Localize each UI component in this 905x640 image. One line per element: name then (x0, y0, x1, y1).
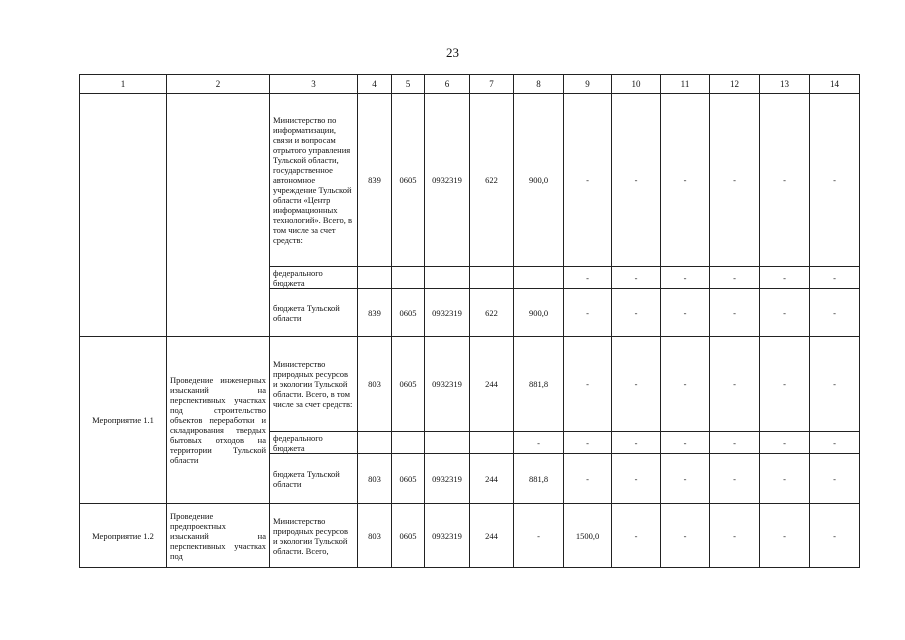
value-cell: - (760, 504, 810, 568)
funding-source-cell: бюджета Тульской области (270, 289, 358, 337)
value-cell: - (612, 94, 661, 267)
value-cell: - (564, 454, 612, 504)
target-code-cell: 0932319 (425, 454, 470, 504)
value-cell: - (661, 289, 710, 337)
header-cell: 4 (358, 75, 392, 94)
value-cell: - (612, 267, 661, 289)
value-cell: 881,8 (514, 337, 564, 432)
funding-source-cell: федерального бюджета (270, 267, 358, 289)
funding-source-cell: бюджета Тульской области (270, 454, 358, 504)
grbs-code-cell: 803 (358, 337, 392, 432)
value-cell: - (661, 267, 710, 289)
expense-type-cell: 244 (470, 454, 514, 504)
value-cell: - (760, 432, 810, 454)
value-cell: - (710, 432, 760, 454)
value-cell: - (710, 289, 760, 337)
value-cell: - (810, 267, 860, 289)
grbs-code-cell: 839 (358, 94, 392, 267)
value-cell: - (760, 289, 810, 337)
value-cell: - (564, 289, 612, 337)
target-code-cell (425, 432, 470, 454)
target-code-cell (425, 267, 470, 289)
value-cell: - (710, 337, 760, 432)
grbs-code-cell (358, 432, 392, 454)
value-cell: - (810, 454, 860, 504)
header-cell: 11 (661, 75, 710, 94)
value-cell: - (661, 94, 710, 267)
header-cell: 6 (425, 75, 470, 94)
value-cell: - (564, 267, 612, 289)
value-cell: - (810, 94, 860, 267)
expense-type-cell: 244 (470, 337, 514, 432)
grbs-code-cell: 803 (358, 454, 392, 504)
target-code-cell: 0932319 (425, 289, 470, 337)
grbs-code-cell: 803 (358, 504, 392, 568)
expense-type-cell: 622 (470, 94, 514, 267)
section-code-cell: 0605 (392, 504, 425, 568)
target-code-cell: 0932319 (425, 337, 470, 432)
target-code-cell: 0932319 (425, 94, 470, 267)
value-cell: 881,8 (514, 454, 564, 504)
header-cell: 5 (392, 75, 425, 94)
value-cell: - (612, 454, 661, 504)
funding-source-cell: федерального бюджета (270, 432, 358, 454)
measure-cell (80, 94, 167, 337)
expense-type-cell: 244 (470, 504, 514, 568)
value-cell: - (661, 337, 710, 432)
responsible-executor-cell: Министерство природных ресурсов и экологии Тульской области. Всего, (270, 504, 358, 568)
expense-type-cell: 622 (470, 289, 514, 337)
grbs-code-cell: 839 (358, 289, 392, 337)
value-cell: - (564, 337, 612, 432)
header-cell: 7 (470, 75, 514, 94)
value-cell: - (760, 267, 810, 289)
value-cell: - (810, 504, 860, 568)
expense-type-cell (470, 432, 514, 454)
section-code-cell: 0605 (392, 94, 425, 267)
value-cell: - (810, 432, 860, 454)
value-cell: - (612, 504, 661, 568)
responsible-executor-cell: Министерство природных ресурсов и экологии Тульской области. Всего, в том числе за счет средств: (270, 337, 358, 432)
section-code-cell: 0605 (392, 337, 425, 432)
header-cell: 3 (270, 75, 358, 94)
grbs-code-cell (358, 267, 392, 289)
value-cell: - (810, 337, 860, 432)
section-code-cell: 0605 (392, 289, 425, 337)
value-cell: - (760, 94, 810, 267)
target-code-cell: 0932319 (425, 504, 470, 568)
value-cell: - (612, 432, 661, 454)
value-cell: - (564, 432, 612, 454)
measure-description-cell: Проведение инженерных изысканий на перспективных участках под строительство объектов переработки и складирования твердых бытовых отходов на территории Тульской области (167, 337, 270, 504)
header-cell: 1 (80, 75, 167, 94)
section-code-cell: 0605 (392, 454, 425, 504)
value-cell: - (514, 432, 564, 454)
value-cell: - (564, 94, 612, 267)
value-cell: - (760, 337, 810, 432)
section-code-cell (392, 267, 425, 289)
table-row (80, 504, 860, 568)
table-header-row (80, 75, 860, 94)
header-cell: 10 (612, 75, 661, 94)
value-cell: - (810, 289, 860, 337)
section-code-cell (392, 432, 425, 454)
measure-description-cell: Проведение предпроектных изысканий на перспективных участках под (167, 504, 270, 568)
header-cell: 14 (810, 75, 860, 94)
measure-cell: Мероприятие 1.1 (80, 337, 167, 504)
value-cell: - (710, 454, 760, 504)
header-cell: 9 (564, 75, 612, 94)
page-number: 23 (446, 45, 459, 60)
value-cell: - (710, 267, 760, 289)
measure-description-cell (167, 94, 270, 337)
responsible-executor-cell: Министерство по информатизации, связи и вопросам отрытого управления Тульской области, государственное автономное учреждение Тульской области «Центр информационных технологий». Всего, в том числе за счет средств: (270, 94, 358, 267)
value-cell: - (710, 94, 760, 267)
value-cell (514, 267, 564, 289)
expense-type-cell (470, 267, 514, 289)
value-cell: 900,0 (514, 289, 564, 337)
value-cell: 1500,0 (564, 504, 612, 568)
value-cell: - (710, 504, 760, 568)
header-cell: 2 (167, 75, 270, 94)
value-cell: - (612, 337, 661, 432)
value-cell: - (661, 504, 710, 568)
value-cell: - (661, 432, 710, 454)
table-row (80, 337, 860, 432)
budget-table (79, 74, 860, 568)
value-cell: - (661, 454, 710, 504)
value-cell: 900,0 (514, 94, 564, 267)
measure-cell: Мероприятие 1.2 (80, 504, 167, 568)
value-cell: - (760, 454, 810, 504)
header-cell: 12 (710, 75, 760, 94)
table-row (80, 94, 860, 267)
value-cell: - (612, 289, 661, 337)
header-cell: 13 (760, 75, 810, 94)
value-cell: - (514, 504, 564, 568)
header-cell: 8 (514, 75, 564, 94)
